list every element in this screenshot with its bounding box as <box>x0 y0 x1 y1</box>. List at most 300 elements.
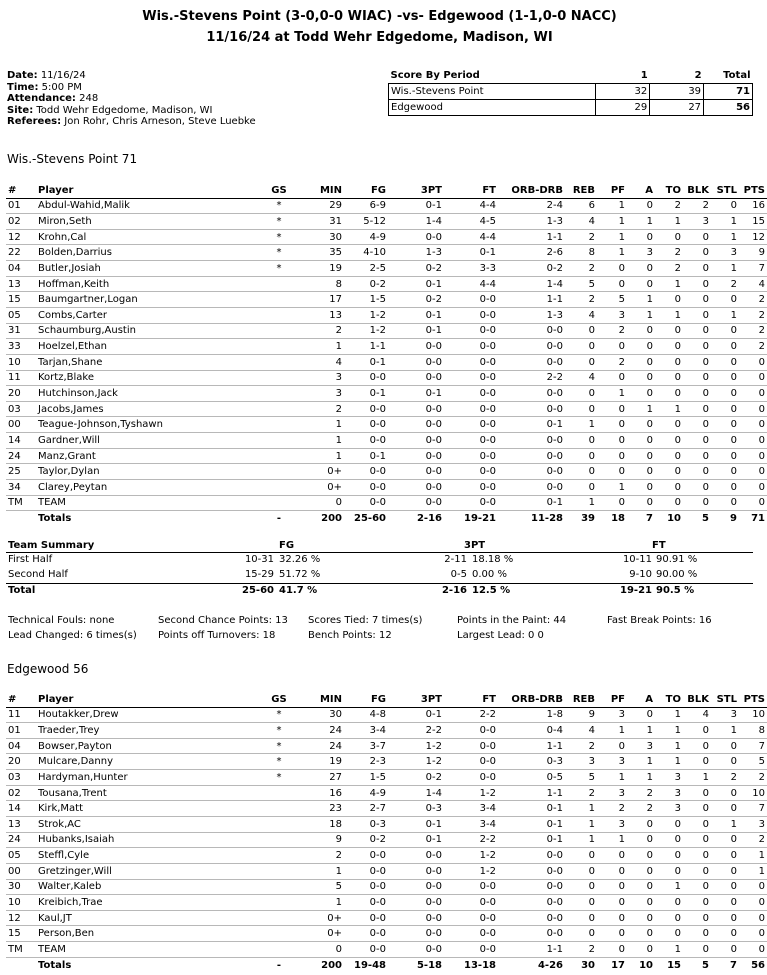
column-header-tp: 3PT <box>388 183 444 198</box>
player-orb: 1-1 <box>498 738 565 754</box>
player-pts: 0 <box>739 433 767 449</box>
player-min: 3 <box>302 370 344 386</box>
player-gs <box>256 495 302 511</box>
player-gs <box>256 848 302 864</box>
player-row <box>6 401 767 417</box>
player-num: 34 <box>6 480 36 496</box>
column-header-gs: GS <box>256 692 302 707</box>
player-pts: 4 <box>739 276 767 292</box>
column-header-orb: ORB-DRB <box>498 692 565 707</box>
player-min: 0 <box>302 942 344 958</box>
player-pf: 1 <box>597 386 627 402</box>
player-min: 18 <box>302 816 344 832</box>
player-stl: 1 <box>711 723 739 739</box>
player-name: Manz,Grant <box>36 448 256 464</box>
player-orb: 0-0 <box>498 448 565 464</box>
player-orb: 1-4 <box>498 276 565 292</box>
player-min: 1 <box>302 339 344 355</box>
player-tp: 1-2 <box>388 754 444 770</box>
summary-fg-made: 15-29 <box>244 569 274 580</box>
period-2-header: 2 <box>694 70 702 82</box>
player-tp: 1-4 <box>388 785 444 801</box>
player-a: 2 <box>627 801 655 817</box>
player-gs <box>256 386 302 402</box>
summary-ft-pct: 90.5 % <box>656 585 695 596</box>
player-tp: 0-0 <box>388 354 444 370</box>
player-reb: 5 <box>565 770 597 786</box>
player-min: 1 <box>302 863 344 879</box>
player-a: 0 <box>627 198 655 214</box>
player-ft: 0-0 <box>444 417 498 433</box>
player-stl: 2 <box>711 276 739 292</box>
player-fg: 0-0 <box>344 942 388 958</box>
points-off-turnovers: Points off Turnovers: 18 <box>158 630 276 641</box>
player-gs: * <box>256 261 302 277</box>
player-stl: 0 <box>711 942 739 958</box>
player-row <box>6 926 767 942</box>
player-name: Kreibich,Trae <box>36 895 256 911</box>
player-fg: 4-8 <box>344 707 388 723</box>
player-row <box>6 323 767 339</box>
player-to: 0 <box>655 832 683 848</box>
column-header-num: # <box>6 692 36 707</box>
player-a: 0 <box>627 229 655 245</box>
player-num: 11 <box>6 707 36 723</box>
totals-blk: 5 <box>683 511 711 527</box>
fast-break-points: Fast Break Points: 16 <box>607 615 712 626</box>
player-name: Hutchinson,Jack <box>36 386 256 402</box>
player-pts: 5 <box>739 754 767 770</box>
player-to: 1 <box>655 214 683 230</box>
summary-ft-pct: 90.00 % <box>656 569 698 580</box>
player-name: Steffl,Cyle <box>36 848 256 864</box>
player-row <box>6 261 767 277</box>
summary-label: Total <box>8 585 36 596</box>
player-ft: 0-0 <box>444 307 498 323</box>
player-tp: 0-0 <box>388 926 444 942</box>
player-to: 0 <box>655 863 683 879</box>
player-ft: 0-0 <box>444 370 498 386</box>
player-num: 03 <box>6 401 36 417</box>
player-orb: 2-6 <box>498 245 565 261</box>
player-row <box>6 339 767 355</box>
player-pf: 0 <box>597 910 627 926</box>
player-stl: 0 <box>711 848 739 864</box>
player-reb: 1 <box>565 816 597 832</box>
player-gs <box>256 448 302 464</box>
player-fg: 0-0 <box>344 879 388 895</box>
player-fg: 5-12 <box>344 214 388 230</box>
player-to: 0 <box>655 464 683 480</box>
column-header-min: MIN <box>302 183 344 198</box>
player-name: Baumgartner,Logan <box>36 292 256 308</box>
player-fg: 0-0 <box>344 863 388 879</box>
player-ft: 0-0 <box>444 323 498 339</box>
player-fg: 0-0 <box>344 433 388 449</box>
player-tp: 0-1 <box>388 276 444 292</box>
player-orb: 1-1 <box>498 785 565 801</box>
player-ft: 4-4 <box>444 276 498 292</box>
player-to: 3 <box>655 770 683 786</box>
player-tp: 0-2 <box>388 770 444 786</box>
player-orb: 0-0 <box>498 401 565 417</box>
column-header-stl: STL <box>711 183 739 198</box>
player-num: 33 <box>6 339 36 355</box>
player-a: 1 <box>627 214 655 230</box>
player-pts: 0 <box>739 879 767 895</box>
player-row <box>6 707 767 723</box>
player-fg: 0-0 <box>344 417 388 433</box>
totals-orb: 11-28 <box>498 511 565 527</box>
player-to: 0 <box>655 370 683 386</box>
player-name: Hardyman,Hunter <box>36 770 256 786</box>
player-gs: * <box>256 770 302 786</box>
player-tp: 0-0 <box>388 370 444 386</box>
totals-pf: 17 <box>597 957 627 973</box>
player-name: Walter,Kaleb <box>36 879 256 895</box>
player-min: 1 <box>302 895 344 911</box>
column-header-ft: FT <box>444 692 498 707</box>
player-name: Mulcare,Danny <box>36 754 256 770</box>
player-min: 35 <box>302 245 344 261</box>
player-pts: 16 <box>739 198 767 214</box>
player-a: 0 <box>627 942 655 958</box>
column-header-pts: PTS <box>739 692 767 707</box>
player-stl: 0 <box>711 417 739 433</box>
column-header-orb: ORB-DRB <box>498 183 565 198</box>
column-header-num: # <box>6 183 36 198</box>
largest-lead: Largest Lead: 0 0 <box>457 630 544 641</box>
player-orb: 0-0 <box>498 910 565 926</box>
player-a: 0 <box>627 417 655 433</box>
totals-min: 200 <box>302 957 344 973</box>
player-a: 0 <box>627 370 655 386</box>
player-name: Kaul,JT <box>36 910 256 926</box>
player-pf: 0 <box>597 942 627 958</box>
player-pts: 0 <box>739 417 767 433</box>
player-blk: 0 <box>683 926 711 942</box>
player-name: Hoffman,Keith <box>36 276 256 292</box>
player-tp: 0-1 <box>388 198 444 214</box>
player-pts: 0 <box>739 401 767 417</box>
player-num: 01 <box>6 198 36 214</box>
player-pts: 10 <box>739 707 767 723</box>
player-stl: 0 <box>711 480 739 496</box>
time-value: 5:00 PM <box>41 81 82 93</box>
player-ft: 1-2 <box>444 785 498 801</box>
player-gs <box>256 417 302 433</box>
player-name: Person,Ben <box>36 926 256 942</box>
player-blk: 4 <box>683 707 711 723</box>
player-pts: 2 <box>739 770 767 786</box>
player-name: Gardner,Will <box>36 433 256 449</box>
player-num: 14 <box>6 801 36 817</box>
player-gs <box>256 480 302 496</box>
player-ft: 0-0 <box>444 723 498 739</box>
player-pf: 2 <box>597 323 627 339</box>
player-num: TM <box>6 942 36 958</box>
summary-row-second-half <box>6 568 753 583</box>
player-reb: 0 <box>565 895 597 911</box>
player-stl: 0 <box>711 879 739 895</box>
totals-name: Totals <box>36 511 256 527</box>
player-orb: 0-0 <box>498 926 565 942</box>
summary-3pt-header: 3PT <box>464 540 486 551</box>
player-row <box>6 879 767 895</box>
player-reb: 4 <box>565 214 597 230</box>
attendance-value: 248 <box>79 93 99 104</box>
score-by-period-title: Score By Period <box>390 70 480 82</box>
summary-fg-pct: 32.26 % <box>279 554 321 565</box>
player-reb: 0 <box>565 464 597 480</box>
player-to: 0 <box>655 926 683 942</box>
player-to: 0 <box>655 480 683 496</box>
player-gs: * <box>256 229 302 245</box>
player-blk: 0 <box>683 276 711 292</box>
player-reb: 8 <box>565 245 597 261</box>
player-pts: 3 <box>739 816 767 832</box>
player-stl: 0 <box>711 339 739 355</box>
player-stl: 0 <box>711 401 739 417</box>
player-orb: 0-0 <box>498 354 565 370</box>
technical-fouls: Technical Fouls: none <box>8 615 115 626</box>
player-gs: * <box>256 723 302 739</box>
player-tp: 1-3 <box>388 245 444 261</box>
player-ft: 0-0 <box>444 354 498 370</box>
player-tp: 0-0 <box>388 495 444 511</box>
player-num: 14 <box>6 433 36 449</box>
time-label: Time: <box>7 81 39 93</box>
totals-num <box>6 957 36 973</box>
column-header-fg: FG <box>344 692 388 707</box>
player-to: 0 <box>655 448 683 464</box>
player-stl: 1 <box>711 214 739 230</box>
player-pts: 0 <box>739 354 767 370</box>
player-to: 3 <box>655 801 683 817</box>
player-pts: 0 <box>739 910 767 926</box>
player-fg: 2-5 <box>344 261 388 277</box>
player-stl: 0 <box>711 863 739 879</box>
player-num: 05 <box>6 848 36 864</box>
player-ft: 0-0 <box>444 770 498 786</box>
player-pts: 0 <box>739 464 767 480</box>
player-ft: 4-4 <box>444 198 498 214</box>
player-gs: * <box>256 245 302 261</box>
player-to: 0 <box>655 339 683 355</box>
player-ft: 0-0 <box>444 386 498 402</box>
player-fg: 0-1 <box>344 448 388 464</box>
player-min: 16 <box>302 785 344 801</box>
player-num: TM <box>6 495 36 511</box>
player-num: 11 <box>6 370 36 386</box>
player-blk: 0 <box>683 448 711 464</box>
player-num: 24 <box>6 448 36 464</box>
player-to: 0 <box>655 495 683 511</box>
player-fg: 0-0 <box>344 910 388 926</box>
player-row <box>6 417 767 433</box>
player-pf: 1 <box>597 198 627 214</box>
player-num: 31 <box>6 323 36 339</box>
player-ft: 0-0 <box>444 879 498 895</box>
column-header-blk: BLK <box>683 692 711 707</box>
player-pf: 3 <box>597 754 627 770</box>
player-reb: 4 <box>565 370 597 386</box>
player-fg: 4-10 <box>344 245 388 261</box>
column-header-reb: REB <box>565 183 597 198</box>
player-ft: 0-0 <box>444 448 498 464</box>
summary-fg-pct: 51.72 % <box>279 569 321 580</box>
player-pf: 0 <box>597 261 627 277</box>
column-header-to: TO <box>655 183 683 198</box>
player-a: 0 <box>627 495 655 511</box>
player-blk: 0 <box>683 386 711 402</box>
player-num: 10 <box>6 895 36 911</box>
date-label: Date: <box>7 70 38 81</box>
player-blk: 0 <box>683 261 711 277</box>
player-a: 0 <box>627 816 655 832</box>
player-blk: 0 <box>683 401 711 417</box>
player-orb: 0-2 <box>498 261 565 277</box>
player-gs: * <box>256 707 302 723</box>
player-blk: 2 <box>683 198 711 214</box>
player-row <box>6 895 767 911</box>
player-num: 00 <box>6 417 36 433</box>
player-fg: 0-0 <box>344 926 388 942</box>
player-to: 0 <box>655 292 683 308</box>
player-pf: 0 <box>597 448 627 464</box>
player-orb: 0-1 <box>498 816 565 832</box>
player-to: 0 <box>655 386 683 402</box>
player-to: 0 <box>655 910 683 926</box>
summary-label: Second Half <box>8 569 68 580</box>
player-ft: 0-0 <box>444 926 498 942</box>
period-row-away <box>389 99 753 115</box>
player-blk: 0 <box>683 417 711 433</box>
summary-row-first-half <box>6 553 753 568</box>
player-gs <box>256 895 302 911</box>
player-gs <box>256 785 302 801</box>
player-pts: 0 <box>739 495 767 511</box>
player-gs <box>256 292 302 308</box>
player-name: Combs,Carter <box>36 307 256 323</box>
totals-tp: 5-18 <box>388 957 444 973</box>
player-num: 20 <box>6 754 36 770</box>
player-orb: 0-0 <box>498 323 565 339</box>
player-stl: 1 <box>711 229 739 245</box>
player-gs <box>256 401 302 417</box>
player-gs: * <box>256 198 302 214</box>
player-tp: 0-1 <box>388 816 444 832</box>
player-orb: 0-0 <box>498 863 565 879</box>
player-blk: 0 <box>683 785 711 801</box>
player-num: 15 <box>6 292 36 308</box>
player-tp: 0-0 <box>388 464 444 480</box>
column-header-pf: PF <box>597 183 627 198</box>
player-a: 1 <box>627 723 655 739</box>
player-pts: 7 <box>739 801 767 817</box>
player-a: 0 <box>627 433 655 449</box>
player-name: Clarey,Peytan <box>36 480 256 496</box>
player-a: 1 <box>627 770 655 786</box>
player-min: 4 <box>302 354 344 370</box>
player-min: 24 <box>302 723 344 739</box>
player-row <box>6 245 767 261</box>
player-ft: 0-0 <box>444 433 498 449</box>
player-name: Strok,AC <box>36 816 256 832</box>
player-stl: 0 <box>711 433 739 449</box>
player-pts: 0 <box>739 895 767 911</box>
player-orb: 0-4 <box>498 723 565 739</box>
player-to: 2 <box>655 261 683 277</box>
player-fg: 4-9 <box>344 229 388 245</box>
player-a: 0 <box>627 480 655 496</box>
player-pf: 5 <box>597 292 627 308</box>
player-name: Bolden,Darrius <box>36 245 256 261</box>
player-num: 03 <box>6 770 36 786</box>
summary-ft-made: 9-10 <box>629 569 652 580</box>
summary-fg-made: 25-60 <box>242 585 274 596</box>
player-name: Miron,Seth <box>36 214 256 230</box>
player-blk: 0 <box>683 354 711 370</box>
player-blk: 0 <box>683 480 711 496</box>
player-pts: 9 <box>739 245 767 261</box>
player-gs: * <box>256 214 302 230</box>
player-reb: 2 <box>565 738 597 754</box>
player-min: 23 <box>302 801 344 817</box>
player-ft: 0-0 <box>444 942 498 958</box>
totals-row <box>6 511 767 527</box>
totals-fg: 25-60 <box>344 511 388 527</box>
player-min: 0+ <box>302 910 344 926</box>
totals-reb: 39 <box>565 511 597 527</box>
totals-pts: 56 <box>739 957 767 973</box>
player-min: 2 <box>302 323 344 339</box>
player-fg: 1-2 <box>344 307 388 323</box>
column-header-pf: PF <box>597 692 627 707</box>
player-to: 2 <box>655 245 683 261</box>
player-to: 0 <box>655 816 683 832</box>
player-name: Tousana,Trent <box>36 785 256 801</box>
player-to: 1 <box>655 754 683 770</box>
player-a: 3 <box>627 738 655 754</box>
player-orb: 0-0 <box>498 480 565 496</box>
player-stl: 3 <box>711 707 739 723</box>
player-pts: 1 <box>739 863 767 879</box>
player-num: 00 <box>6 863 36 879</box>
player-to: 1 <box>655 723 683 739</box>
player-blk: 3 <box>683 214 711 230</box>
player-reb: 0 <box>565 386 597 402</box>
player-min: 29 <box>302 198 344 214</box>
column-header-ft: FT <box>444 183 498 198</box>
player-gs <box>256 307 302 323</box>
column-header-min: MIN <box>302 692 344 707</box>
player-orb: 0-1 <box>498 832 565 848</box>
player-fg: 6-9 <box>344 198 388 214</box>
totals-to: 15 <box>655 957 683 973</box>
player-fg: 0-1 <box>344 354 388 370</box>
player-orb: 0-1 <box>498 801 565 817</box>
summary-3pt-made: 0-5 <box>450 569 467 580</box>
player-orb: 1-1 <box>498 229 565 245</box>
player-blk: 0 <box>683 292 711 308</box>
totals-a: 7 <box>627 511 655 527</box>
game-title: Wis.-Stevens Point (3-0,0-0 WIAC) -vs- Edgewood (1-1,0-0 NACC) <box>142 9 617 24</box>
player-pf: 1 <box>597 245 627 261</box>
home-team-heading: Wis.-Stevens Point 71 <box>7 152 138 166</box>
player-orb: 2-4 <box>498 198 565 214</box>
player-tp: 0-0 <box>388 863 444 879</box>
